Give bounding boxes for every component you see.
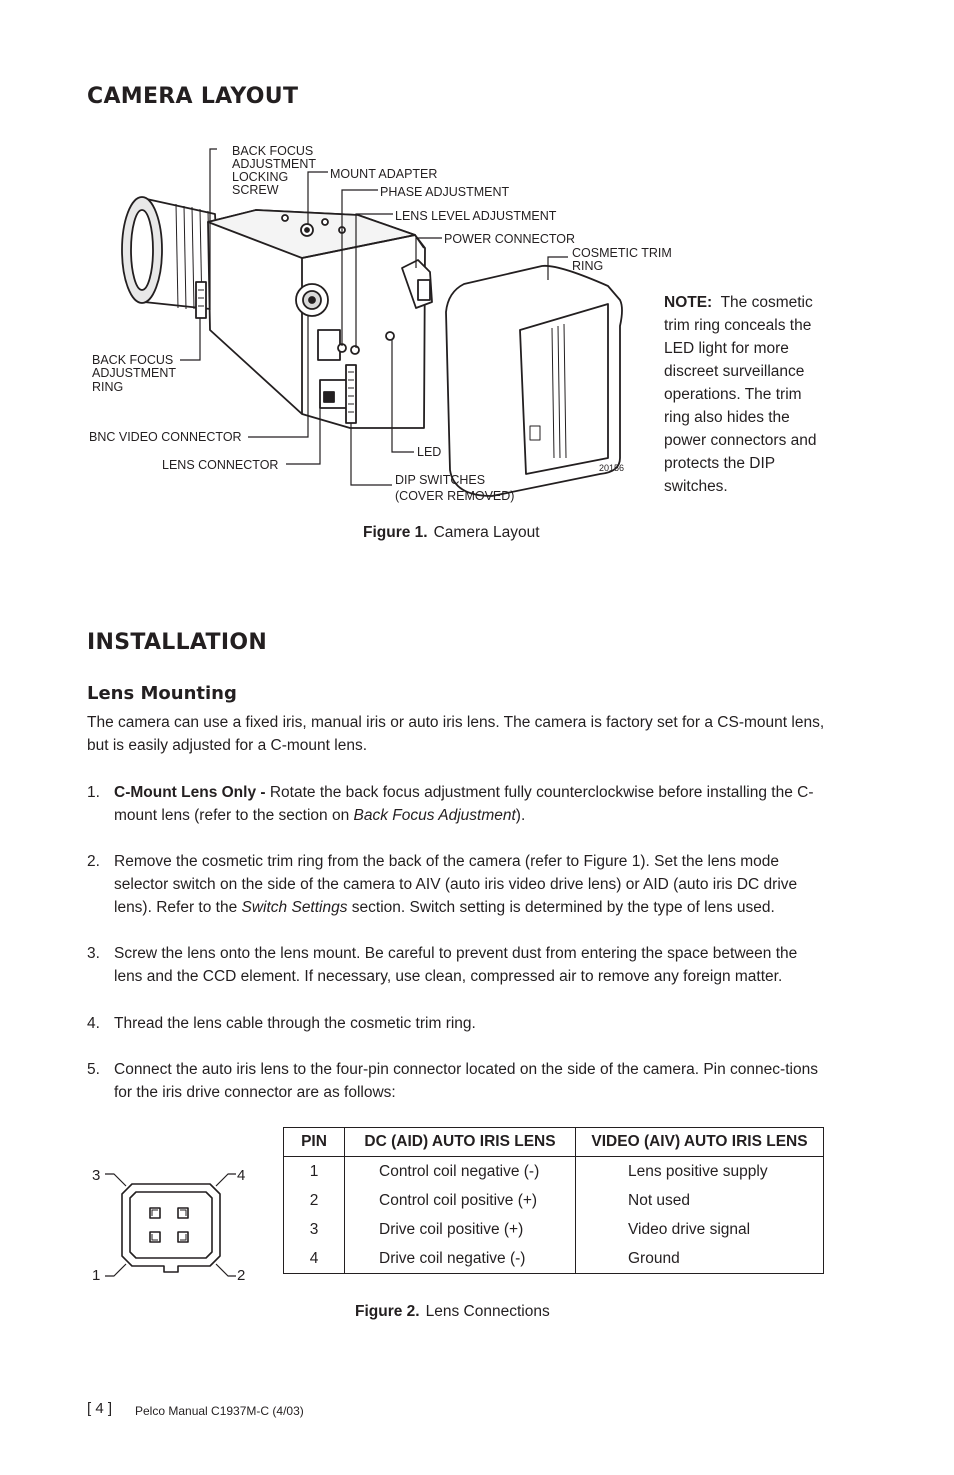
table-row [284, 1215, 824, 1244]
note-label: NOTE: [664, 294, 713, 311]
note-text: The cosmetic trim ring conceals the LED light for more discreet surveillance operations. The trim ring also hides the power connectors and protects the DIP switches. [664, 294, 817, 495]
video-aiv-cell: Video drive signal [576, 1215, 824, 1244]
step-5 [87, 1058, 827, 1104]
step-number: 1. [87, 784, 100, 801]
camera-layout-figure [80, 140, 672, 510]
step-2-reference: Switch Settings [241, 899, 348, 916]
label-cosmetic-trim-2: RING [572, 259, 604, 273]
pin-label-4: 4 [237, 1167, 246, 1184]
label-back-focus-ring-3: RING [92, 380, 124, 394]
label-phase-adjustment: PHASE ADJUSTMENT [380, 185, 510, 199]
label-cosmetic-trim-1: COSMETIC TRIM [572, 246, 672, 260]
label-lens-level: LENS LEVEL ADJUSTMENT [395, 209, 557, 223]
note-box [664, 291, 829, 498]
pin-cell: 3 [284, 1215, 345, 1244]
table-row [284, 1157, 824, 1187]
video-aiv-cell: Not used [576, 1186, 824, 1215]
manual-reference: Pelco Manual C1937M-C (4/03) [135, 1404, 304, 1418]
pin-cell: 2 [284, 1186, 345, 1215]
step-2-text-end: section. Switch setting is determined by the type of lens used. [347, 899, 775, 916]
step-number: 2. [87, 853, 100, 870]
pin-label-1: 1 [92, 1267, 101, 1284]
step-number: 4. [87, 1015, 100, 1032]
step-3-text: Screw the lens onto the lens mount. Be careful to prevent dust from entering the space between the lens and the CCD element. If necessary, use clean, compressed air to remove any foreign matter. [114, 945, 798, 985]
figure-ref-number: 20156 [599, 463, 625, 473]
step-4-text: Thread the lens cable through the cosmetic trim ring. [114, 1015, 476, 1032]
camera-drawing [122, 197, 432, 428]
label-dip-switches-1: DIP SWITCHES [395, 473, 486, 487]
dc-aid-cell: Drive coil negative (-) [345, 1244, 576, 1274]
header-dc-aid: DC (AID) AUTO IRIS LENS [345, 1128, 576, 1157]
step-1 [87, 781, 827, 827]
label-bnc-video-connector: BNC VIDEO CONNECTOR [89, 430, 242, 444]
step-2-text: Remove the cosmetic trim ring from the back of the camera (refer to Figure 1). Set the lens mode selector switch on the side of the camera to AIV (auto iris video drive lens) or AID (auto iris DC drive lens). Refer to the [114, 853, 798, 916]
step-1-reference: Back Focus Adjustment [353, 807, 516, 824]
figure2-caption-text: Lens Connections [425, 1303, 550, 1320]
four-pin-connector-diagram [88, 1160, 258, 1290]
pin-cell: 4 [284, 1244, 345, 1274]
pin-cell: 1 [284, 1157, 345, 1187]
step-3 [87, 942, 827, 988]
pin-label-3: 3 [92, 1167, 101, 1184]
figure1-caption-label: Figure 1. [363, 524, 428, 541]
step-4 [87, 1012, 827, 1035]
video-aiv-cell: Ground [576, 1244, 824, 1274]
page-number: [ 4 ] [87, 1400, 113, 1417]
pin-label-2: 2 [237, 1267, 246, 1284]
table-row [284, 1186, 824, 1215]
step-1-bold: C-Mount Lens Only - [114, 784, 270, 801]
section-title-camera-layout: CAMERA LAYOUT [87, 84, 299, 109]
step-1-text: Rotate the back focus adjustment fully counterclockwise before installing the C-mount lens (refer to the section on [114, 784, 814, 824]
table-row [284, 1244, 824, 1274]
label-mount-adapter: MOUNT ADAPTER [330, 167, 438, 181]
dc-aid-cell: Control coil negative (-) [345, 1157, 576, 1187]
header-pin: PIN [284, 1128, 345, 1157]
label-back-focus-ring-2: ADJUSTMENT [92, 366, 177, 380]
label-back-focus-lock-2: ADJUSTMENT [232, 157, 317, 171]
step-5-text: Connect the auto iris lens to the four-pin connector located on the side of the camera. Pin connec-tions for the iris drive connector are as follows: [114, 1061, 818, 1101]
label-led: LED [417, 445, 442, 459]
pin-connections-table [283, 1127, 824, 1274]
video-aiv-cell: Lens positive supply [576, 1157, 824, 1187]
step-number: 5. [87, 1061, 100, 1078]
label-back-focus-lock-4: SCREW [232, 183, 279, 197]
dc-aid-cell: Control coil positive (+) [345, 1186, 576, 1215]
header-video-aiv: VIDEO (AIV) AUTO IRIS LENS [576, 1128, 824, 1157]
step-2 [87, 850, 827, 919]
table-header-row [284, 1128, 824, 1157]
label-power-connector: POWER CONNECTOR [444, 232, 576, 246]
label-back-focus-lock-3: LOCKING [232, 170, 289, 184]
cosmetic-trim-ring-drawing [446, 266, 625, 496]
section-title-installation: INSTALLATION [87, 630, 268, 655]
dc-aid-cell: Drive coil positive (+) [345, 1215, 576, 1244]
subsection-title-lens-mounting: Lens Mounting [87, 683, 237, 704]
figure1-caption-text: Camera Layout [433, 524, 540, 541]
label-back-focus-ring-1: BACK FOCUS [92, 353, 174, 367]
step-1-text-end: ). [515, 807, 526, 824]
figure2-caption-label: Figure 2. [355, 1303, 420, 1320]
label-back-focus-lock-1: BACK FOCUS [232, 144, 314, 158]
step-number: 3. [87, 945, 100, 962]
label-dip-switches-2: (COVER REMOVED) [395, 489, 515, 503]
figure1-caption [363, 524, 540, 542]
lens-mounting-intro: The camera can use a fixed iris, manual iris or auto iris lens. The camera is factory set for a CS-mount lens, but is easily adjusted for a C-mount lens. [87, 714, 825, 754]
figure2-caption [355, 1303, 550, 1321]
label-lens-connector: LENS CONNECTOR [162, 458, 279, 472]
